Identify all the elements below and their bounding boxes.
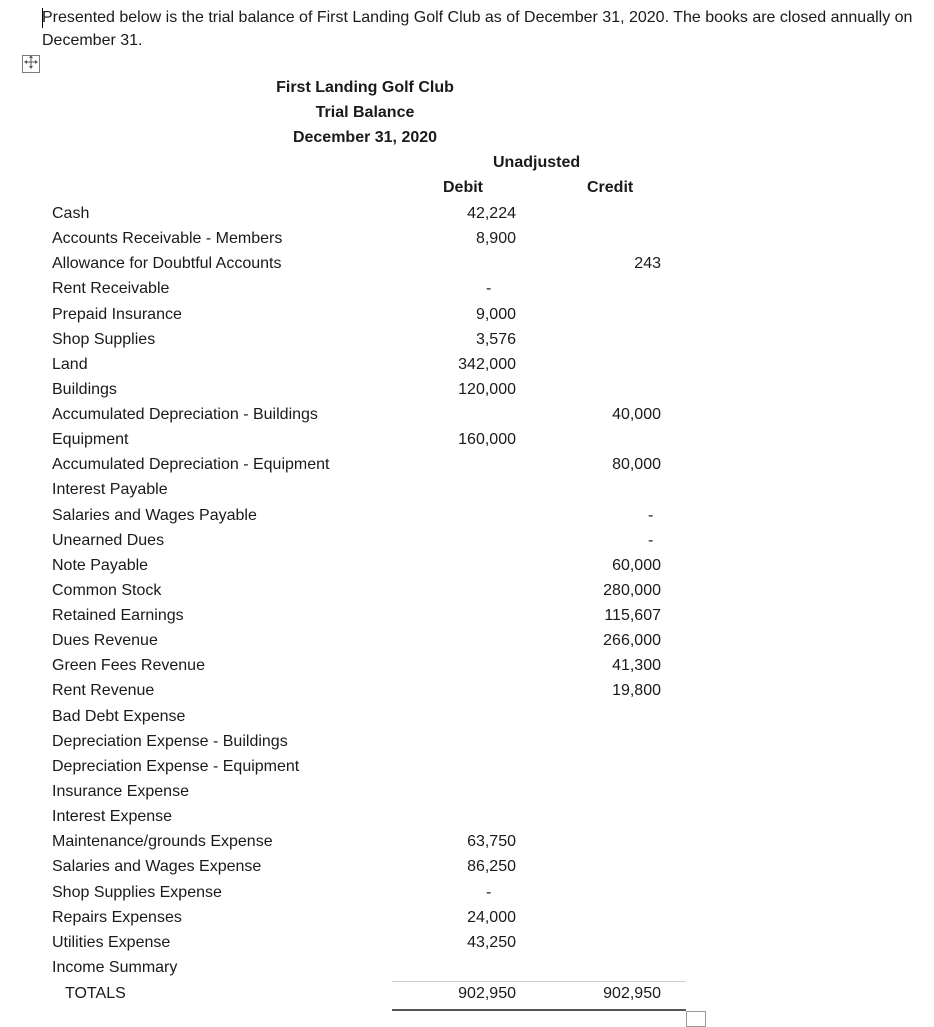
account-row <box>0 603 934 628</box>
debit-amount: 3,576 <box>475 330 516 348</box>
credit-amount: 60,000 <box>612 556 661 574</box>
account-row <box>0 704 934 729</box>
account-name: Land <box>52 355 88 373</box>
debit-amount: 24,000 <box>467 908 516 926</box>
account-row <box>0 352 934 377</box>
debit-amount: 63,750 <box>467 833 516 851</box>
credit-amount: - <box>648 506 654 524</box>
account-name: Maintenance/grounds Expense <box>52 833 273 851</box>
account-name: Rent Receivable <box>52 280 170 298</box>
account-row <box>0 251 934 276</box>
totals-debit: 902,950 <box>458 985 516 1002</box>
account-name: Repairs Expenses <box>52 908 182 926</box>
account-row <box>0 854 934 879</box>
account-name: Green Fees Revenue <box>52 657 205 675</box>
account-row <box>0 201 934 226</box>
account-name: Allowance for Doubtful Accounts <box>52 255 282 273</box>
account-row <box>0 528 934 553</box>
account-name: Salaries and Wages Expense <box>52 858 262 876</box>
account-row <box>0 729 934 754</box>
account-name: Rent Revenue <box>52 682 155 700</box>
account-row <box>0 628 934 653</box>
account-row <box>0 804 934 829</box>
account-name: Note Payable <box>52 556 149 574</box>
account-row <box>0 905 934 930</box>
statement-date: December 31, 2020 <box>292 129 438 146</box>
account-name: Equipment <box>52 431 129 449</box>
account-row <box>0 226 934 251</box>
credit-amount: 41,300 <box>612 657 661 675</box>
debit-amount: - <box>486 883 492 901</box>
account-name: Insurance Expense <box>52 782 189 800</box>
intro-paragraph: Presented below is the trial balance of First Landing Golf Club as of December 31, 2020. The books are closed annually on December 31. <box>42 9 913 49</box>
credit-amount: 40,000 <box>612 406 661 424</box>
account-name: Accounts Receivable - Members <box>52 230 283 248</box>
account-name: Retained Earnings <box>52 607 184 625</box>
credit-amount: 115,607 <box>604 607 661 625</box>
account-row <box>0 452 934 477</box>
credit-amount: 19,800 <box>612 682 661 700</box>
debit-amount: 9,000 <box>475 305 516 323</box>
totals-bottom-rule <box>392 1009 686 1011</box>
account-row <box>0 276 934 301</box>
account-row <box>0 327 934 352</box>
table-resize-handle[interactable] <box>686 1011 706 1027</box>
account-name: Common Stock <box>52 581 162 599</box>
account-name: Cash <box>52 205 90 222</box>
account-row <box>0 955 934 980</box>
account-row <box>0 653 934 678</box>
account-name: Interest Expense <box>52 808 173 826</box>
account-name: Prepaid Insurance <box>52 305 182 323</box>
account-row <box>0 503 934 528</box>
account-name: Depreciation Expense - Equipment <box>52 757 300 775</box>
account-name: Shop Supplies <box>52 330 156 348</box>
credit-amount: 243 <box>634 255 661 273</box>
account-name: Depreciation Expense - Buildings <box>52 732 288 750</box>
account-row <box>0 880 934 905</box>
account-row <box>0 578 934 603</box>
company-name: First Landing Golf Club <box>276 79 454 96</box>
account-row <box>0 477 934 502</box>
account-name: Accumulated Depreciation - Buildings <box>52 406 318 424</box>
account-row <box>0 779 934 804</box>
debit-amount: 342,000 <box>458 355 516 373</box>
account-row <box>0 553 934 578</box>
account-name: Accumulated Depreciation - Equipment <box>52 456 330 474</box>
account-row <box>0 302 934 327</box>
debit-amount: 160,000 <box>458 431 516 449</box>
debit-amount: 43,250 <box>467 933 516 951</box>
totals-row <box>0 981 934 1006</box>
table-move-handle[interactable] <box>22 55 40 73</box>
account-name: Salaries and Wages Payable <box>52 506 257 524</box>
account-row <box>0 427 934 452</box>
account-row <box>0 930 934 955</box>
column-header-debit: Debit <box>443 179 483 196</box>
totals-label: TOTALS <box>65 985 126 1002</box>
account-name: Unearned Dues <box>52 531 165 549</box>
statement-title: Trial Balance <box>315 104 415 121</box>
account-name: Buildings <box>52 380 117 398</box>
account-row <box>0 377 934 402</box>
debit-amount: 42,224 <box>467 205 516 222</box>
account-name: Utilities Expense <box>52 933 171 951</box>
account-name: Bad Debt Expense <box>52 707 186 725</box>
account-name: Interest Payable <box>52 481 168 499</box>
column-group-unadjusted: Unadjusted <box>493 154 581 171</box>
credit-amount: 80,000 <box>612 456 661 474</box>
debit-amount: - <box>486 280 492 298</box>
totals-credit: 902,950 <box>603 985 661 1002</box>
account-name: Shop Supplies Expense <box>52 883 222 901</box>
account-row <box>0 829 934 854</box>
account-row <box>0 678 934 703</box>
account-name: Income Summary <box>52 958 178 976</box>
account-row <box>0 754 934 779</box>
move-arrows-icon <box>24 55 38 74</box>
credit-amount: 266,000 <box>603 632 661 650</box>
credit-amount: 280,000 <box>603 581 661 599</box>
debit-amount: 120,000 <box>458 380 516 398</box>
column-header-credit: Credit <box>587 179 634 196</box>
account-name: Dues Revenue <box>52 632 158 650</box>
debit-amount: 86,250 <box>467 858 516 876</box>
credit-amount: - <box>648 531 654 549</box>
account-row <box>0 402 934 427</box>
debit-amount: 8,900 <box>475 230 516 248</box>
